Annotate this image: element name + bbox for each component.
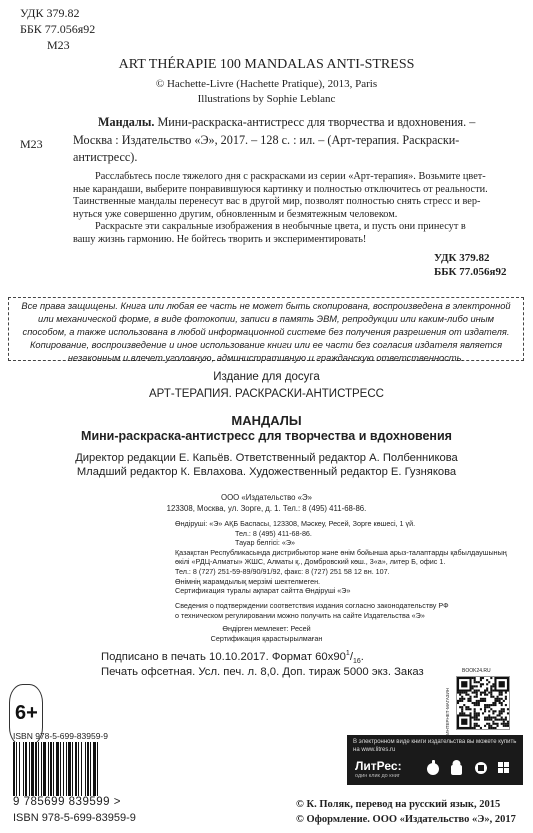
biblio-line-1 [98,115,475,130]
udk-top: УДК 379.82 [20,6,80,20]
cert-line: о техническом регулировании можно получить на сайте Издательства «Э» [175,610,425,620]
annotation-line: ные карандаши, выберите понравившуюся картинку и полностью отключитесь от реальности. [73,183,488,195]
print-details-1: Подписано в печать 10.10.2017. Формат $60x90^1/_{16}$. [101,650,364,666]
series-name: АРТ-ТЕРАПИЯ. РАСКРАСКИ-АНТИСТРЕСС [149,388,384,400]
isbn-small: ISBN 978-5-699-83959-9 [13,731,108,741]
publisher-line: 123308, Москва, ул. Зорге, д. 1. Тел.: 8 (495) 411-68-86. [166,504,367,513]
print-format-end: . [360,650,364,663]
print-format: Подписано в печать 10.10.2017. Формат 60x90 [101,650,346,663]
udk-bottom: УДК 379.82 [434,252,490,264]
barcode [13,742,141,804]
format-sup: 1 [345,650,350,657]
copyright-translation: © К. Поляк, перевод на русский язык, 2015 [296,799,501,810]
litres-logo: ЛитРес: [355,759,402,773]
age-rating: 6+ [15,702,38,724]
annotation-line: вашу жизнь гармонию. Не бойтесь творить и экспериментировать! [73,233,367,245]
annotation [73,171,505,247]
rights-line: способом, а также использована в любой информационной системе без получения разрешения от издателя. [22,327,510,337]
biblio-line-1-text: Мини-раскраска-антистресс для творчества и вдохновения. – [154,115,476,129]
barcode-digits: 9 785699 839599 > [13,796,145,808]
annotation-line: Таинственные мандалы перенесут вас в другой мир, позволят полностью снять стресс и вер- [73,196,481,208]
qr-code [456,676,510,730]
original-copyright: © Hachette-Livre (Hachette Pratique), 2013, Paris [155,78,378,90]
kz-line: Өндіруші: «Э» АҚБ Баспасы, 123308, Мәскеу, Ресей, Зорге көшесі, 1 үй. [175,519,416,528]
book-subtitle: Мини-раскраска-антистресс для творчества и вдохновения [81,429,452,443]
annotation-line: нуться уже совершенно другим, обновленным и безмятежным человеком. [73,208,398,220]
format-sub: 16 [352,658,361,666]
origin-line: Сертификация қарастырылмаған [210,633,323,643]
origin-info [0,624,533,643]
kz-line: Тауар белгісі: «Э» [235,538,296,548]
editors-line-2: Младший редактор К. Евлахова. Художественный редактор Е. Гузнякова [76,466,457,478]
windows-icon [475,762,487,774]
biblio-line-3: антистресс). [73,150,138,164]
kz-line: өкілі «РДЦ-Алматы» ЖШС, Алматы қ., Домбровский көш., 3«а», литер Б, офис 1. [175,557,446,567]
kz-line: Қазақстан Республикасында дистрибьютор және өнім бойынша арыз-талаптарды қабылдаушының [175,547,507,557]
biblio-line-2: Москва : Издательство «Э», 2017. – 128 с. : ил. – (Арт-терапия. Раскраски- [73,133,460,147]
litres-tagline: один клик до книг [355,773,400,779]
bbk-top: ББК 77.056я92 [20,22,96,36]
editors-line-1: Директор редакции Е. Капьёв. Ответственный редактор А. Полбенникова [75,452,458,464]
annotation-line: Раскрасьте эти сакральные изображения в необычные цвета, и пусть они принесут в [95,221,466,233]
bbk-bottom: ББК 77.056я92 [434,266,507,278]
rights-notice-box [8,297,524,361]
apple-icon [427,760,439,775]
kz-line: Өнімнің жарамдылық мерзімі шектелмеген. [175,576,321,586]
copyright-design: © Оформление. ООО «Издательство «Э», 2017 [296,814,516,825]
platform-icons [424,759,520,777]
ebook-text: В электронном виде книги издательства вы можете купить на www.litres.ru [353,739,517,753]
android-icon [451,760,462,775]
rights-line: незаконным и влечет уголовную, административную и гражданскую ответственность. [67,353,465,363]
print-details-2: Печать офсетная. Усл. печ. л. 8,0. Доп. тираж 5000 экз. Заказ [101,666,424,678]
author-mark-top: M23 [47,38,70,52]
rights-line: Все права защищены. Книга или любая ее часть не может быть скопирована, воспроизведена в электронной [21,301,511,311]
rights-notice [9,298,523,365]
qr-side-label: ИНТЕРНЕТ-МАГАЗИН [445,688,450,735]
kazakh-info [175,519,507,596]
publisher-info [0,492,533,514]
rights-line: Копирование, воспроизведение и иное использование книги или ее части без согласия издателя является [29,340,503,350]
edition-type: Издание для досуга [213,371,320,383]
qr-caption: BOOK24.RU [462,668,491,674]
original-illustrations: Illustrations by Sophie Leblanc [197,93,336,105]
publisher-line: ООО «Издательство «Э» [221,493,312,502]
certification-info [175,601,449,620]
author-mark-side: M23 [20,137,43,151]
book-title: МАНДАЛЫ [231,413,302,428]
kz-line: Тел.: 8 (727) 251-59-89/90/91/92, факс: 8 (727) 251 58 12 вн. 107. [175,566,390,576]
windows-phone-icon [498,762,509,773]
ebook-banner[interactable] [347,735,523,785]
kz-line: Сертификация туралы ақпарат сайтта Өндіруші «Э» [175,586,351,596]
annotation-line: Расслабьтесь после тяжелого дня с раскрасками из серии «Арт-терапия». Возьмите цвет- [95,171,486,182]
origin-line: Өндірген мемлекет: Ресей [222,624,311,633]
original-title: ART THÉRAPIE 100 MANDALAS ANTI-STRESS [118,57,415,72]
book-name: Мандалы. [98,115,155,129]
cert-line: Сведения о подтверждении соответствия издания согласно законодательству РФ [175,601,449,610]
isbn-large: ISBN 978-5-699-83959-9 [13,812,136,824]
rights-line: или механической форме, в виде фотокопии, записи в память ЭВМ, репродукции или каким-либо иным [38,314,494,324]
kz-line: Тел.: 8 (495) 411-68-86. [235,528,312,538]
